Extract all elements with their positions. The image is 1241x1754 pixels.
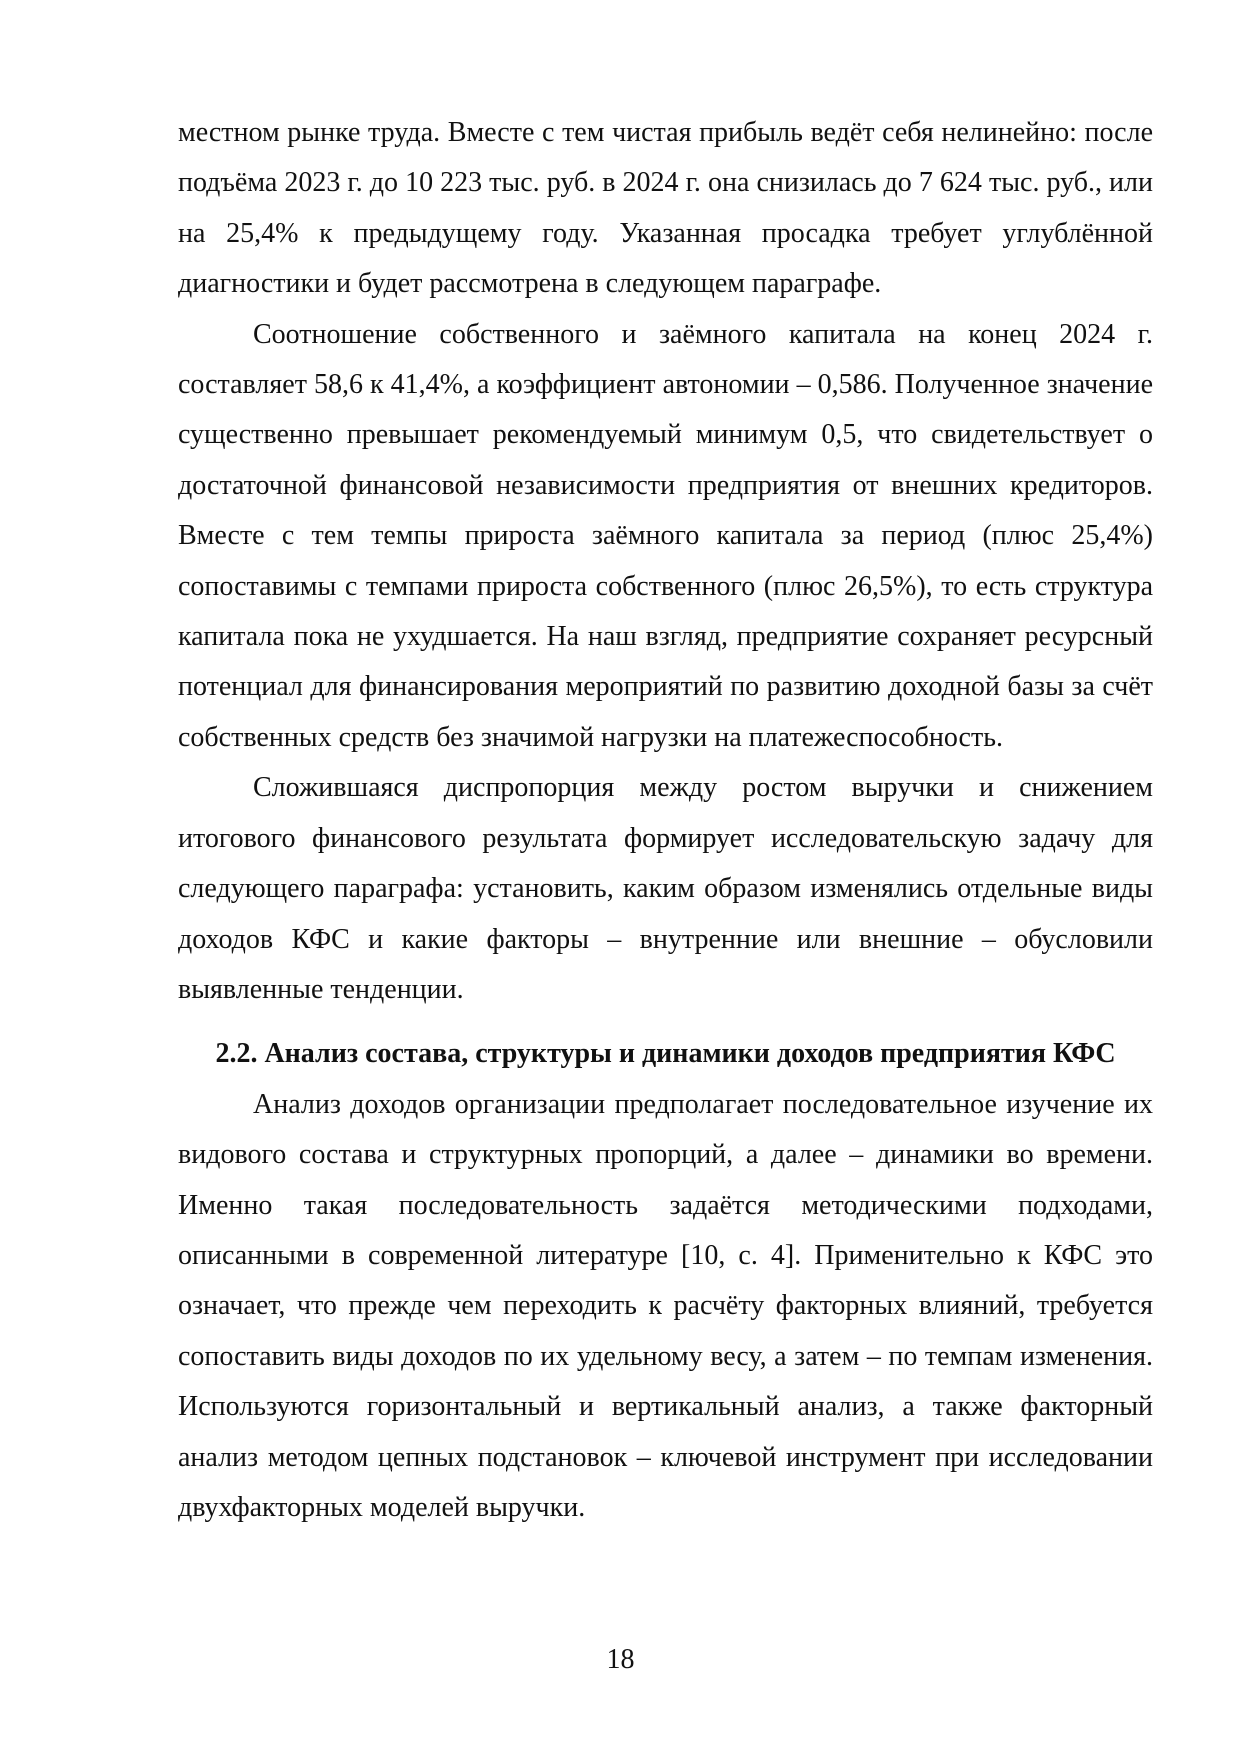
page-number: 18 [606, 1644, 635, 1675]
paragraph-capital-structure: Соотношение собственного и заёмного капитала на конец 2024 г. составляет 58,6 к 41,4%, а коэффициент автономии – 0,586. Полученное значение существенно превышает рекомендуемый минимум 0,5, что свидетельствует о достаточной финансовой независимости предприятия от внешних кредиторов. Вместе с тем темпы прироста заёмного капитала за период (плюс 25,4%) сопоставимы с темпами прироста собственного (плюс 26,5%), то есть структура капитала пока не ухудшается. На наш взгляд, предприятие сохраняет ресурсный потенциал для финансирования мероприятий по развитию доходной базы за счёт собственных средств без значимой нагрузки на платежеспособность. [178, 318, 1153, 753]
paragraph-income-analysis: Анализ доходов организации предполагает последовательное изучение их видового состава и структурных пропорций, а далее – динамики во времени. Именно такая последовательность задаётся методическими подходами, описанными в современной литературе [10, с. 4]. Применительно к КФС это означает, что прежде чем переходить к расчёту факторных влияний, требуется сопоставить виды доходов по их удельному весу, а затем – по темпам изменения. Используются горизонтальный и вертикальный анализ, а также факторный анализ методом цепных подстановок – ключевой инструмент при исследовании двухфакторных моделей выручки. [178, 1088, 1153, 1523]
page-body [178, 108, 1153, 1533]
paragraph-disproportion: Сложившаяся диспропорция между ростом выручки и снижением итогового финансового результата формирует исследовательскую задачу для следующего параграфа: установить, каким образом изменялись отдельные виды доходов КФС и какие факторы – внутренние или внешние – обусловили выявленные тенденции. [178, 772, 1153, 1005]
paragraph-continuation: местном рынке труда. Вместе с тем чистая прибыль ведёт себя нелинейно: после подъёма 2023 г. до 10 223 тыс. руб. в 2024 г. она снизилась до 7 624 тыс. руб., или на 25,4% к предыдущему году. Указанная просадка требует углублённой диагностики и будет рассмотрена в следующем параграфе. [178, 117, 1153, 300]
section-heading: 2.2. Анализ состава, структуры и динамики доходов предприятия КФС [215, 1038, 1116, 1070]
